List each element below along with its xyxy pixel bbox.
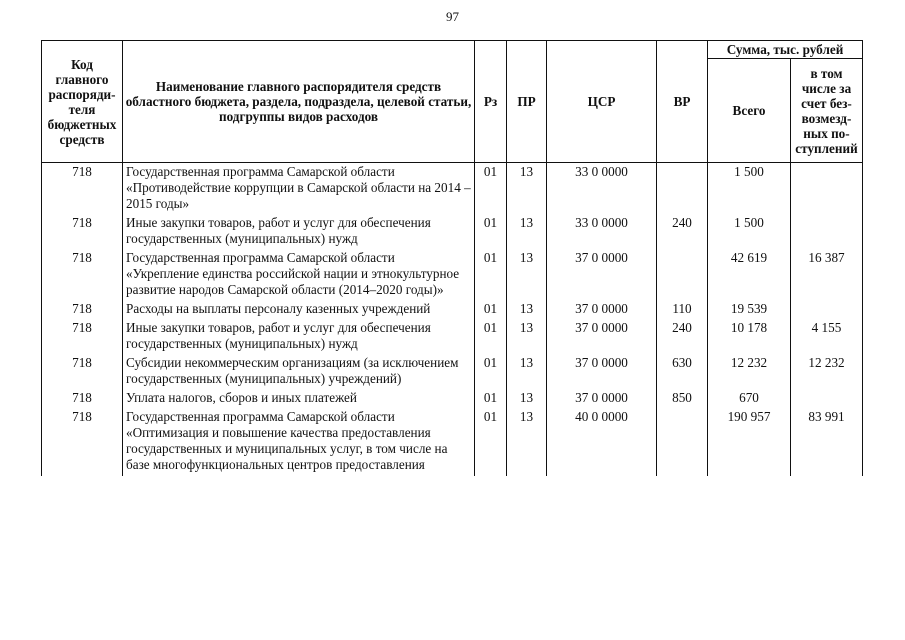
row-csr: 37 0 0000 <box>547 250 657 301</box>
row-grant <box>791 301 863 320</box>
row-vr: 240 <box>657 215 708 250</box>
row-csr: 37 0 0000 <box>547 320 657 355</box>
row-csr: 37 0 0000 <box>547 301 657 320</box>
row-grant <box>791 163 863 216</box>
row-name: Уплата налогов, сборов и иных платежей <box>123 390 475 409</box>
row-grant <box>791 390 863 409</box>
row-csr: 33 0 0000 <box>547 215 657 250</box>
row-name: Иные закупки товаров, работ и услуг для обеспечения государственных (муниципальных) нужд <box>123 215 475 250</box>
row-code: 718 <box>42 320 123 355</box>
header-total: Всего <box>708 59 791 163</box>
row-pr: 13 <box>507 320 547 355</box>
row-code: 718 <box>42 250 123 301</box>
table-row <box>42 215 863 250</box>
row-pr: 13 <box>507 301 547 320</box>
row-total: 1 500 <box>708 215 791 250</box>
page-number: 97 <box>446 9 459 24</box>
row-code: 718 <box>42 409 123 476</box>
row-name: Расходы на выплаты персоналу казенных учреждений <box>123 301 475 320</box>
row-grant: 16 387 <box>791 250 863 301</box>
row-name: Иные закупки товаров, работ и услуг для обеспечения государственных (муниципальных) нужд <box>123 320 475 355</box>
row-code: 718 <box>42 301 123 320</box>
row-grant: 83 991 <box>791 409 863 476</box>
row-pr: 13 <box>507 215 547 250</box>
row-vr <box>657 250 708 301</box>
row-rz: 01 <box>475 163 507 216</box>
row-rz: 01 <box>475 215 507 250</box>
row-grant: 12 232 <box>791 355 863 390</box>
row-vr: 110 <box>657 301 708 320</box>
header-including-grants: в том числе за счет безвозмездных поступлений <box>791 59 863 163</box>
table-row <box>42 320 863 355</box>
row-total: 12 232 <box>708 355 791 390</box>
row-rz: 01 <box>475 320 507 355</box>
row-rz: 01 <box>475 250 507 301</box>
row-csr: 33 0 0000 <box>547 163 657 216</box>
row-name: Государственная программа Самарской области «Противодействие коррупции в Самарской области на 2014 – 2015 годы» <box>123 163 475 216</box>
row-name: Государственная программа Самарской области «Оптимизация и повышение качества предоставления государственных и муниципальных услуг, в том числе на базе многофункциональных центров предоставления <box>123 409 475 476</box>
row-vr: 850 <box>657 390 708 409</box>
row-total: 10 178 <box>708 320 791 355</box>
row-total: 1 500 <box>708 163 791 216</box>
row-code: 718 <box>42 390 123 409</box>
table-body <box>42 163 863 477</box>
row-code: 718 <box>42 163 123 216</box>
row-rz: 01 <box>475 355 507 390</box>
header-code: Код главного распорядителя бюджетных средств <box>42 41 123 163</box>
header-pr: ПР <box>507 41 547 163</box>
row-code: 718 <box>42 355 123 390</box>
row-vr <box>657 409 708 476</box>
row-code: 718 <box>42 215 123 250</box>
row-csr: 37 0 0000 <box>547 355 657 390</box>
row-grant <box>791 215 863 250</box>
row-rz: 01 <box>475 390 507 409</box>
table-row <box>42 250 863 301</box>
row-pr: 13 <box>507 390 547 409</box>
table-row <box>42 409 863 476</box>
row-name: Государственная программа Самарской области «Укрепление единства российской нации и этнокультурное развитие народов Самарской области (2014–2020 годы)» <box>123 250 475 301</box>
row-total: 190 957 <box>708 409 791 476</box>
table-row <box>42 301 863 320</box>
header-csr: ЦСР <box>547 41 657 163</box>
row-vr: 630 <box>657 355 708 390</box>
row-pr: 13 <box>507 163 547 216</box>
header-name: Наименование главного распорядителя средств областного бюджета, раздела, подраздела, целевой статьи, подгруппы видов расходов <box>123 41 475 163</box>
row-csr: 40 0 0000 <box>547 409 657 476</box>
header-rz: Рз <box>475 41 507 163</box>
row-name: Субсидии некоммерческим организациям (за исключением государственных (муниципальных) учреждений) <box>123 355 475 390</box>
row-vr: 240 <box>657 320 708 355</box>
row-pr: 13 <box>507 250 547 301</box>
row-vr <box>657 163 708 216</box>
row-total: 19 539 <box>708 301 791 320</box>
row-pr: 13 <box>507 355 547 390</box>
table-row <box>42 390 863 409</box>
table-row <box>42 355 863 390</box>
row-csr: 37 0 0000 <box>547 390 657 409</box>
row-total: 42 619 <box>708 250 791 301</box>
row-grant: 4 155 <box>791 320 863 355</box>
row-rz: 01 <box>475 409 507 476</box>
header-sum-group: Сумма, тыс. рублей <box>708 41 863 59</box>
table-row <box>42 163 863 216</box>
row-total: 670 <box>708 390 791 409</box>
budget-table <box>41 40 863 476</box>
row-pr: 13 <box>507 409 547 476</box>
header-vr: ВР <box>657 41 708 163</box>
row-rz: 01 <box>475 301 507 320</box>
